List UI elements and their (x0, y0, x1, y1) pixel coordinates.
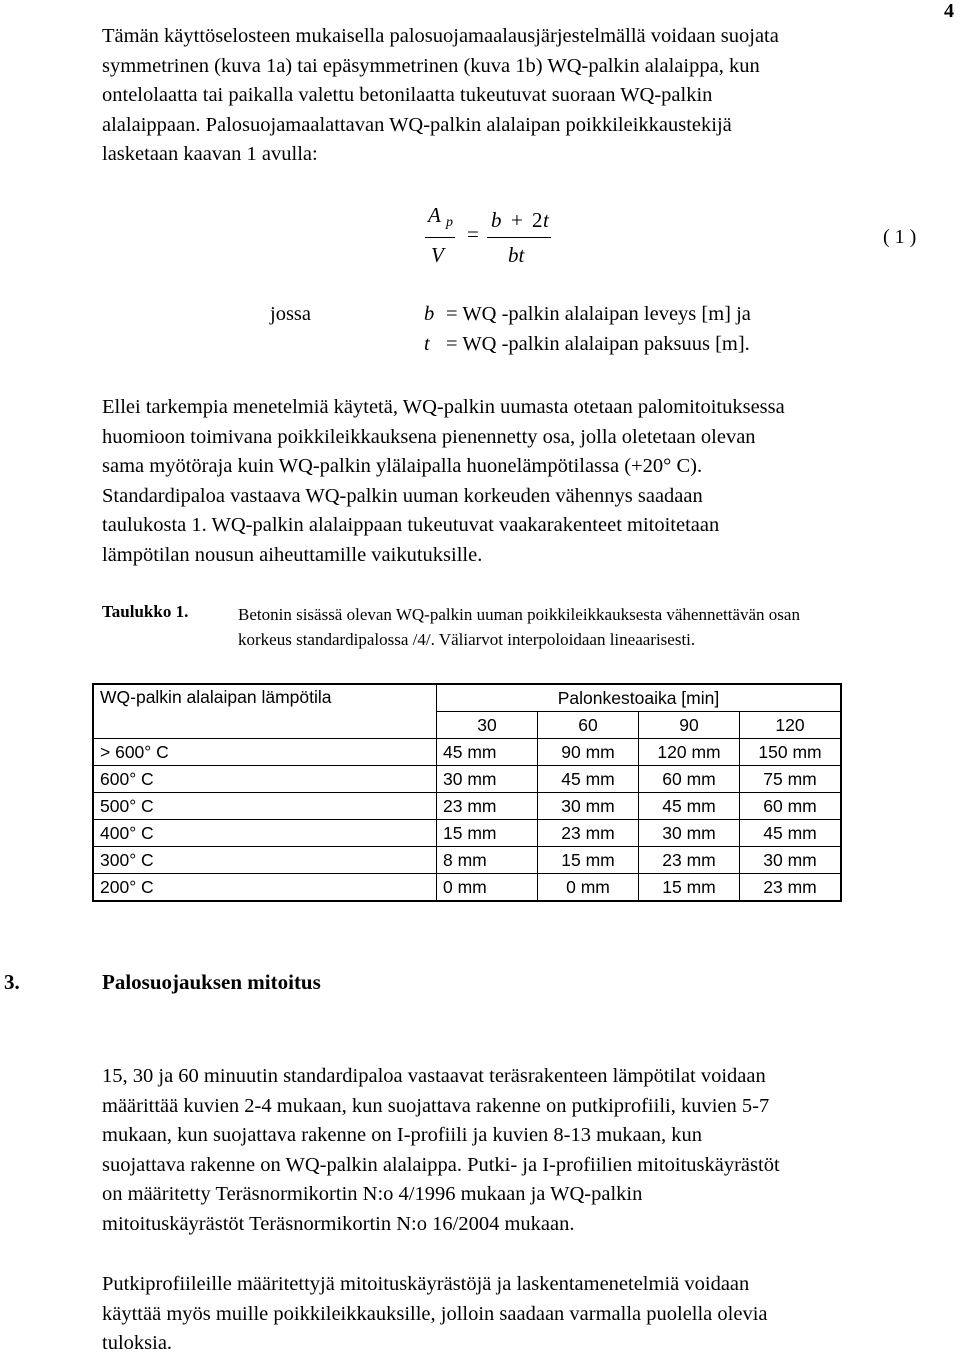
temperature-cell: 300° C (93, 847, 437, 874)
reduction-table (92, 683, 842, 902)
text-line: mukaan, kun suojattava rakenne on I-profiili ja kuvien 8-13 mukaan, kun (102, 1124, 703, 1146)
table-row (93, 793, 841, 820)
definition-text: = WQ -palkin alalaipan leveys [m] ja (446, 303, 751, 325)
formula-rhs-fraction-bar (487, 237, 551, 238)
header-fire-resistance: Palonkestoaika [min] (437, 684, 842, 712)
text-line: taulukosta 1. WQ-palkin alalaippaan tukeutuvat vaakarakenteet mitoitetaan (102, 514, 720, 536)
temperature-cell: > 600° C (93, 739, 437, 766)
caption-line: Betonin sisässä olevan WQ-palkin uuman poikkileikkauksesta vähennettävän osan (238, 605, 800, 624)
value-cell: 23 mm (639, 847, 740, 874)
formula-rhs-t: t (543, 208, 549, 232)
text-line: mitoituskäyrästöt Teräsnormikortin N:o 16/2004 mukaan. (102, 1212, 575, 1235)
temperature-cell: 500° C (93, 793, 437, 820)
body-paragraph (102, 393, 960, 570)
text-line: alalaippaan. Palosuojamaalattavan WQ-palkin alalaipan poikkileikkaustekijä (102, 113, 732, 136)
text-line: 15, 30 ja 60 minuutin standardipaloa vastaavat teräsrakenteen lämpötilat voidaan (102, 1065, 766, 1087)
definition-symbol: t (424, 333, 430, 355)
closing-paragraph (102, 1270, 960, 1359)
text-line: lämpötilan nousun aiheuttamille vaikutuksille. (102, 543, 483, 566)
value-cell: 45 mm (639, 793, 740, 820)
temperature-cell: 400° C (93, 820, 437, 847)
formula-1 (425, 200, 565, 280)
table-row (93, 874, 841, 902)
section-number: 3. (4, 970, 20, 994)
table-header-row (93, 684, 841, 712)
design-paragraph (102, 1062, 960, 1239)
duration-cell: 60 (538, 712, 639, 739)
text-line: ontelolaatta tai paikalla valettu betonilaatta tukeutuvat suoraan WQ-palkin (102, 84, 713, 106)
value-cell: 30 mm (639, 820, 740, 847)
table-row (93, 739, 841, 766)
formula-lhs-numerator: A (428, 203, 441, 227)
duration-cell: 120 (740, 712, 842, 739)
value-cell: 8 mm (437, 847, 538, 874)
definition-row (424, 333, 750, 356)
value-cell: 15 mm (437, 820, 538, 847)
value-cell: 45 mm (437, 739, 538, 766)
caption-line: korkeus standardipalossa /4/. Väliarvot interpoloidaan lineaarisesti. (238, 630, 696, 649)
text-line: on määritetty Teräsnormikortin N:o 4/1996 mukaan ja WQ-palkin (102, 1183, 643, 1205)
duration-cell: 30 (437, 712, 538, 739)
value-cell: 45 mm (538, 766, 639, 793)
formula-rhs-denominator: bt (508, 243, 525, 267)
text-line: Standardipaloa vastaava WQ-palkin uuman korkeuden vähennys saadaan (102, 484, 703, 507)
value-cell: 0 mm (538, 874, 639, 902)
equation-number: ( 1 ) (883, 226, 917, 248)
text-line: Putkiprofiileille määritettyjä mitoituskäyrästöjä ja laskentamenetelmiä voidaan (102, 1273, 750, 1295)
value-cell: 120 mm (639, 739, 740, 766)
formula-lhs-fraction-bar (425, 237, 455, 238)
value-cell: 45 mm (740, 820, 842, 847)
text-line: Tämän käyttöselosteen mukaisella palosuojamaalausjärjestelmällä voidaan suojata (102, 25, 779, 47)
formula-lhs-subscript: p (446, 215, 453, 230)
definition-text: = WQ -palkin alalaipan paksuus [m]. (446, 333, 750, 355)
formula-rhs-b: b (491, 208, 502, 232)
text-line: symmetrinen (kuva 1a) tai epäsymmetrinen (kuva 1b) WQ-palkin alalaippa, kun (102, 54, 760, 77)
text-line: lasketaan kaavan 1 avulla: (102, 143, 318, 165)
value-cell: 75 mm (740, 766, 842, 793)
formula-rhs-plus: + (511, 208, 523, 232)
value-cell: 60 mm (639, 766, 740, 793)
formula-equals: = (467, 222, 479, 246)
value-cell: 30 mm (740, 847, 842, 874)
value-cell: 15 mm (538, 847, 639, 874)
temperature-cell: 200° C (93, 874, 437, 902)
formula-rhs-two: 2 (532, 208, 543, 232)
temperature-cell: 600° C (93, 766, 437, 793)
text-line: huomioon toimivana poikkileikkauksena pienennetty osa, jolla oletetaan olevan (102, 425, 756, 448)
value-cell: 90 mm (538, 739, 639, 766)
definitions-label: jossa (270, 303, 311, 325)
duration-cell: 90 (639, 712, 740, 739)
table-row (93, 820, 841, 847)
text-line: tuloksia. (102, 1332, 173, 1354)
text-line: määrittää kuvien 2-4 mukaan, kun suojattava rakenne on putkiprofiili, kuvien 5-7 (102, 1094, 770, 1117)
value-cell: 23 mm (740, 874, 842, 902)
table-caption-label: Taulukko 1. (102, 602, 189, 621)
value-cell: 30 mm (437, 766, 538, 793)
header-temperature: WQ-palkin alalaipan lämpötila (93, 684, 437, 739)
intro-paragraph (102, 22, 960, 170)
value-cell: 15 mm (639, 874, 740, 902)
value-cell: 30 mm (538, 793, 639, 820)
value-cell: 23 mm (538, 820, 639, 847)
text-line: suojattava rakenne on WQ-palkin alalaippa. Putki- ja I-profiilien mitoituskäyrästöt (102, 1153, 780, 1176)
page-number: 4 (944, 0, 954, 22)
table-caption-text (238, 602, 958, 652)
text-line: käyttää myös muille poikkileikkauksille, jolloin saadaan varmalla puolella olevia (102, 1302, 768, 1325)
table-row (93, 766, 841, 793)
value-cell: 0 mm (437, 874, 538, 902)
definition-symbol: b (424, 303, 435, 325)
text-line: sama myötöraja kuin WQ-palkin ylälaipalla huonelämpötilassa (+20° C). (102, 455, 703, 477)
value-cell: 150 mm (740, 739, 842, 766)
value-cell: 23 mm (437, 793, 538, 820)
formula-lhs-denominator: V (431, 243, 444, 267)
section-title: Palosuojauksen mitoitus (102, 970, 321, 994)
text-line: Ellei tarkempia menetelmiä käytetä, WQ-palkin uumasta otetaan palomitoituksessa (102, 396, 785, 418)
table-row (93, 847, 841, 874)
definition-row (424, 303, 751, 326)
value-cell: 60 mm (740, 793, 842, 820)
